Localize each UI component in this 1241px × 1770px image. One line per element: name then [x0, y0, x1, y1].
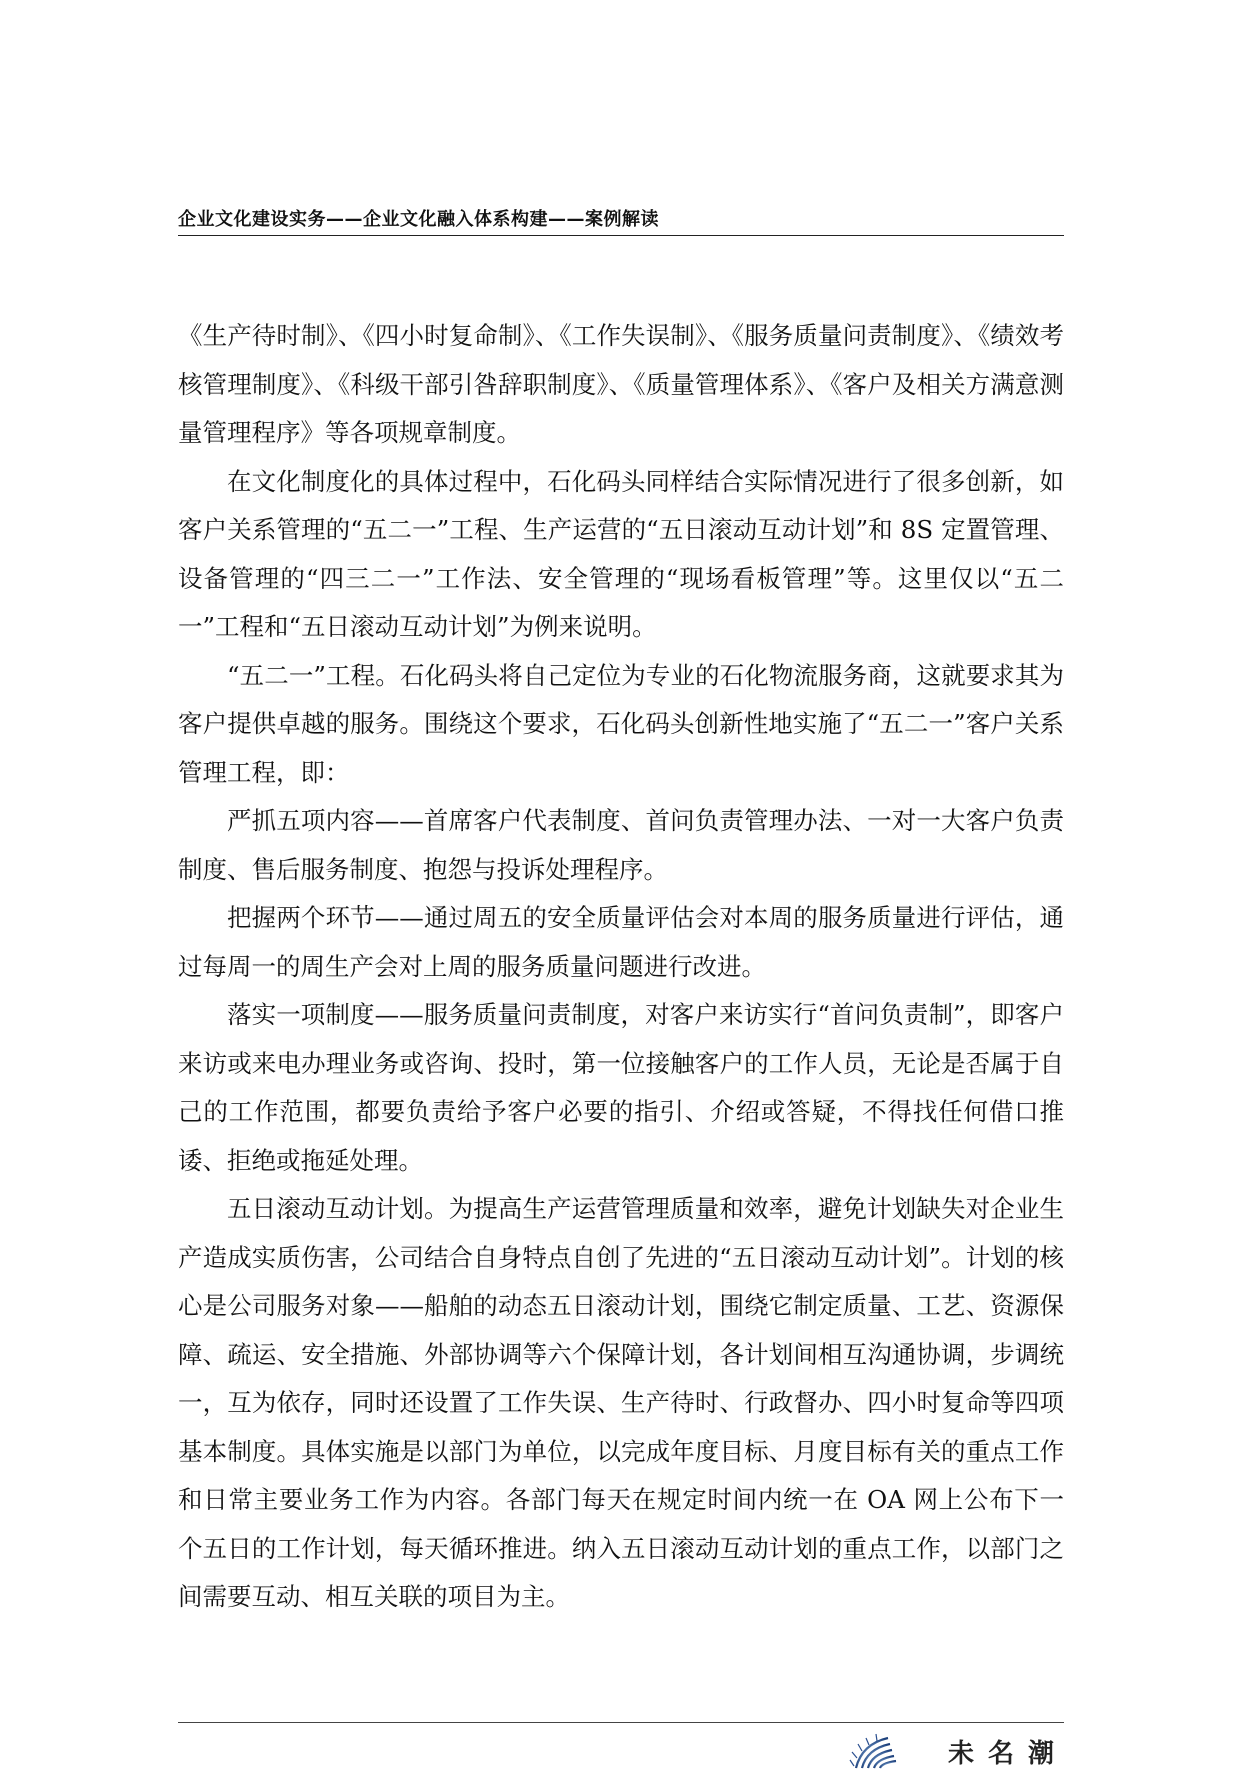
footer-divider: [178, 1722, 1064, 1723]
header-divider: [178, 235, 1064, 236]
paragraph: 落实一项制度——服务质量问责制度，对客户来访实行“首问负责制”，即客户来访或来电办理业务或咨询、投时，第一位接触客户的工作人员，无论是否属于自己的工作范围，都要负责给予客户必要的指引、介绍或答疑，不得找任何借口推诿、拒绝或拖延处理。: [178, 1000, 1064, 1175]
paragraph: 《生产待时制》、《四小时复命制》、《工作失误制》、《服务质量问责制度》、《绩效考核管理制度》、《科级干部引咎辞职制度》、《质量管理体系》、《客户及相关方满意测量管理程序》等各项规章制度。: [178, 321, 1064, 447]
paragraph: 把握两个环节——通过周五的安全质量评估会对本周的服务质量进行评估，通过每周一的周生产会对上周的服务质量问题进行改进。: [178, 903, 1064, 981]
publisher-name: 未名潮: [948, 1739, 1069, 1769]
paragraph: 严抓五项内容——首席客户代表制度、首问负责管理办法、一对一大客户负责制度、售后服务制度、抱怨与投诉处理程序。: [178, 806, 1064, 884]
paragraph: 在文化制度化的具体过程中，石化码头同样结合实际情况进行了很多创新，如客户关系管理的“五二一”工程、生产运营的“五日滚动互动计划”和 8S 定置管理、设备管理的“四三二一”工作法、安全管理的“现场看板管理”等。这里仅以“五二一”工程和“五日滚动互动计划”为例来说明。: [178, 466, 1064, 641]
paragraph: 五日滚动互动计划。为提高生产运营管理质量和效率，避免计划缺失对企业生产造成实质伤害，公司结合自身特点自创了先进的“五日滚动互动计划”。计划的核心是公司服务对象——船舶的动态五日滚动计划，围绕它制定质量、工艺、资源保障、疏运、安全措施、外部协调等六个保障计划，各计划间相互沟通协调，步调统一，互为依存，同时还设置了工作失误、生产待时、行政督办、四小时复命等四项基本制度。具体实施是以部门为单位，以完成年度目标、月度目标有关的重点工作和日常主要业务工作为内容。各部门每天在规定时间内统一在 OA 网上公布下一个五日的工作计划，每天循环推进。纳入五日滚动互动计划的重点工作，以部门之间需要互动、相互关联的项目为主。: [178, 1194, 1064, 1611]
publisher-logo-icon: [848, 1730, 918, 1770]
body-text: [178, 312, 1064, 1622]
running-header: 企业文化建设实务——企业文化融入体系构建——案例解读: [178, 209, 659, 230]
paragraph: “五二一”工程。石化码头将自己定位为专业的石化物流服务商，这就要求其为客户提供卓越的服务。围绕这个要求，石化码头创新性地实施了“五二一”客户关系管理工程，即：: [178, 660, 1064, 787]
